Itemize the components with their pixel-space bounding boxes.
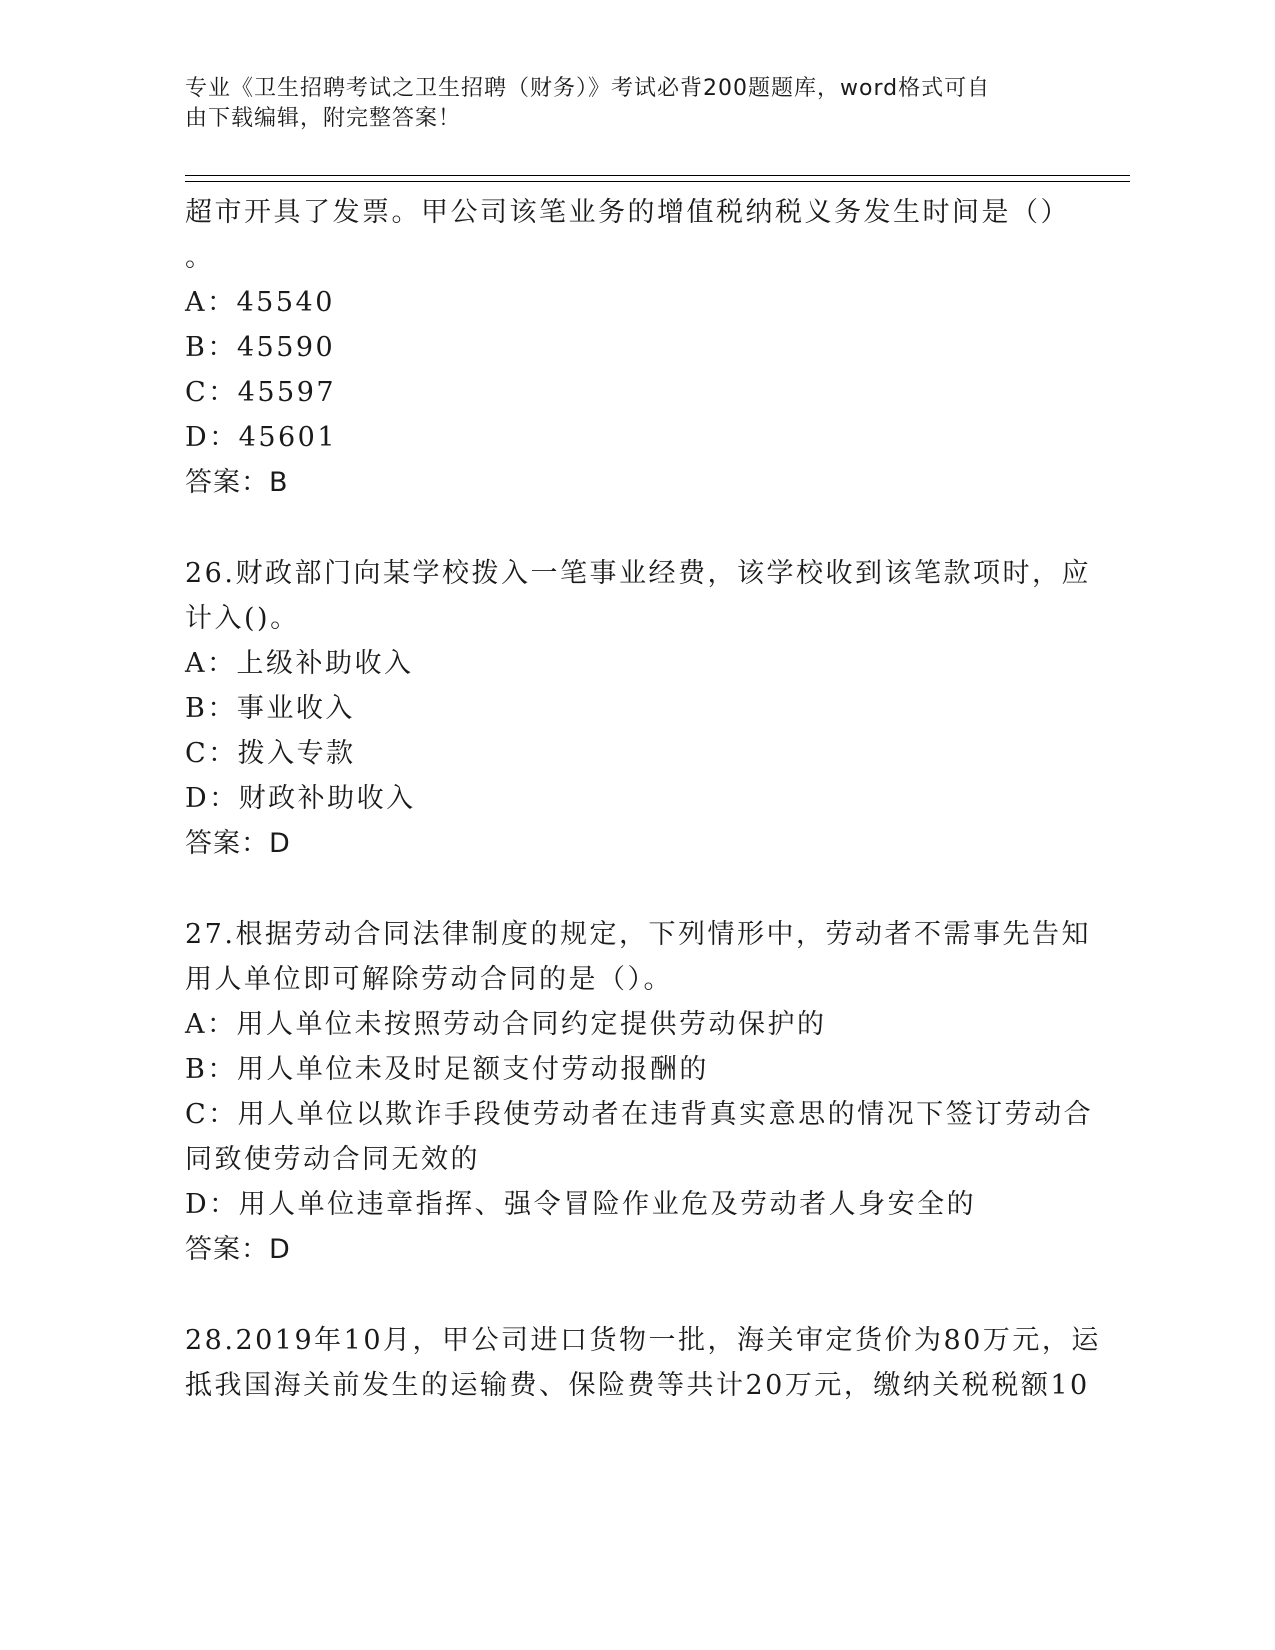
option-b: B：用人单位未及时足额支付劳动报酬的 xyxy=(185,1054,709,1085)
question-text-line: 用人单位即可解除劳动合同的是（）。 xyxy=(185,964,673,995)
spacer xyxy=(185,505,1085,551)
spacer xyxy=(185,1272,1085,1318)
option-d: D：用人单位违章指挥、强令冒险作业危及劳动者人身安全的 xyxy=(185,1189,977,1220)
option-c: C：拨入专款 xyxy=(185,738,356,769)
option-d: D：财政补助收入 xyxy=(185,783,416,814)
question-28 xyxy=(185,1318,1101,1408)
document-header xyxy=(185,74,1065,134)
option-d: D：45601 xyxy=(185,422,338,453)
question-27 xyxy=(185,912,1094,1272)
question-content xyxy=(185,190,1101,1408)
option-c: C：45597 xyxy=(185,377,337,408)
header-divider-top xyxy=(185,175,1130,176)
question-text-line: 。 xyxy=(185,242,215,273)
option-c: C：用人单位以欺诈手段使劳动者在违背真实意思的情况下签订劳动合 xyxy=(185,1099,1094,1130)
question-text-line: 抵我国海关前发生的运输费、保险费等共计20万元，缴纳关税税额10 xyxy=(185,1370,1090,1401)
answer-line: 答案：D xyxy=(185,828,291,859)
question-26 xyxy=(185,551,1091,866)
option-c-continuation: 同致使劳动合同无效的 xyxy=(185,1144,480,1175)
question-25 xyxy=(185,190,1085,505)
header-divider-bottom xyxy=(185,181,1130,182)
question-text-line: 27.根据劳动合同法律制度的规定，下列情形中，劳动者不需事先告知 xyxy=(185,919,1091,950)
spacer xyxy=(185,866,1085,912)
question-text-line: 计入()。 xyxy=(185,603,300,634)
question-text-line: 超市开具了发票。甲公司该笔业务的增值税纳税义务发生时间是（） xyxy=(185,197,1070,228)
option-a: A：用人单位未按照劳动合同约定提供劳动保护的 xyxy=(185,1009,827,1040)
question-text-line: 28.2019年10月，甲公司进口货物一批，海关审定货价为80万元，运 xyxy=(185,1325,1101,1356)
header-title-line-1: 专业《卫生招聘考试之卫生招聘（财务）》考试必背200题题库，word格式可自 xyxy=(185,76,991,101)
option-a: A：45540 xyxy=(185,287,335,318)
answer-line: 答案：B xyxy=(185,467,289,498)
option-b: B：事业收入 xyxy=(185,693,355,724)
option-b: B：45590 xyxy=(185,332,336,363)
header-title-line-2: 由下载编辑，附完整答案！ xyxy=(185,106,462,131)
answer-line: 答案：D xyxy=(185,1234,291,1265)
option-a: A：上级补助收入 xyxy=(185,648,414,679)
question-text-line: 26.财政部门向某学校拨入一笔事业经费，该学校收到该笔款项时，应 xyxy=(185,558,1091,589)
